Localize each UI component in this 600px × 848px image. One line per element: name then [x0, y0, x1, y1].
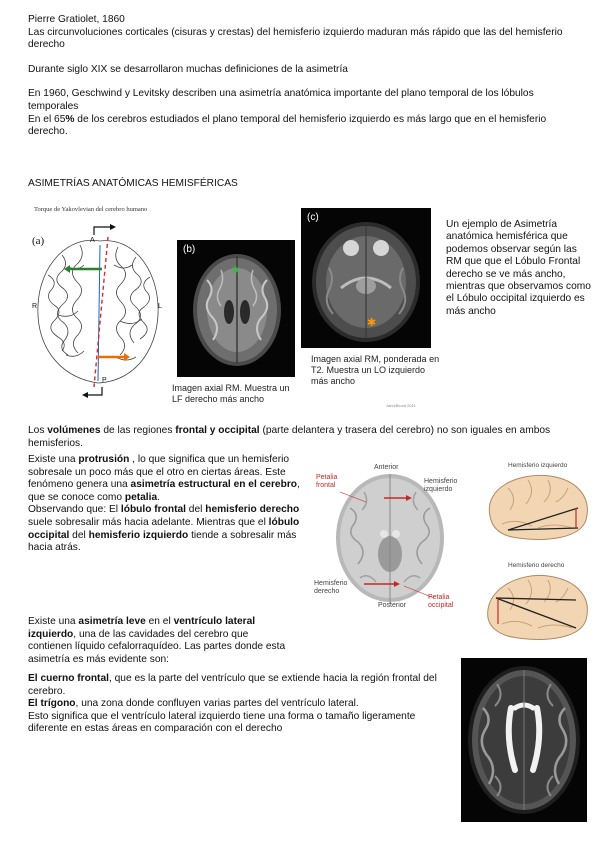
- side-brain-bottom-drawing: [478, 558, 596, 648]
- label-anterior: Anterior: [374, 464, 399, 471]
- figure-a-title: Torque de Yakovlevian del cerebro humano: [34, 206, 148, 213]
- label-hemisferio-derecho: Hemisferio derecho: [314, 580, 348, 595]
- figure-a-bottom-bracket: [86, 387, 102, 395]
- intro-text-2: Durante siglo XIX se desarrollaron muchas definiciones de la asimetría: [28, 63, 348, 75]
- section-title: ASIMETRÍAS ANATÓMICAS HEMISFÉRICAS: [28, 178, 238, 189]
- figure-a-top-bracket: [94, 227, 112, 235]
- figure-a-blue-axis: [98, 245, 100, 381]
- figure-c-footnote: Jann/Blood 2011: [386, 403, 416, 408]
- figure-a-red-axis: [94, 237, 108, 387]
- author-line: Pierre Gratiolet, 1860: [28, 14, 125, 25]
- side-brain-top-drawing: [478, 458, 596, 548]
- label-petalia-occipital: Petalia occipital: [428, 594, 454, 609]
- intro-text-3: En 1960, Geschwind y Levitsky describen una asimetría anatómica importante del plano temporal de los lóbulos temporales: [28, 88, 534, 112]
- side-brain-bottom: [478, 558, 596, 648]
- figure-c-mri: [301, 208, 431, 348]
- intro-text-4: En el 65% de los cerebros estudiados el plano temporal del hemisferio izquierdo es más largo que en el hemisferio derecho.: [28, 113, 547, 138]
- figure-c-caption: Imagen axial RM, ponderada en T2. Muestra un LO izquierdo más ancho: [311, 354, 440, 386]
- figure-b-mri: [177, 240, 295, 377]
- ventricle-mri-image: [461, 658, 587, 822]
- ventricle-mri: [461, 658, 587, 822]
- side-brain-top-label: Hemisferio izquierdo: [508, 462, 568, 469]
- figure-a-bottom-arrowhead: [82, 392, 88, 398]
- ventricle-paragraph: Existe una asimetría leve en el ventrículo lateral izquierdo, una de las cavidades del cerebro que contienen líquido cefalorraquídeo. Las partes donde esta asimetría es más evidente son:: [28, 616, 286, 665]
- figure-a-label-r: R: [32, 303, 38, 310]
- intro-block: [28, 14, 576, 139]
- ventricle-conclusion: Esto significa que el ventrículo lateral izquierdo tiene una forma o tamaño ligeramente diferente en estas áreas en comparación con el derecho: [28, 710, 416, 735]
- side-brain-bottom-label: Hemisferio derecho: [508, 562, 565, 569]
- figure-a-label-a: A: [90, 237, 95, 244]
- side-note: Un ejemplo de Asimetría anatómica hemisférica que podemos observar según las RM que que el Lóbulo Frontal derecho se ve más ancho, mientras que observamos como el Lóbulo occipital izquierdo es más ancho: [446, 219, 591, 317]
- figure-a-top-arrowhead: [110, 224, 116, 230]
- ventricle-details: [28, 673, 456, 736]
- label-hemisferio-izquierdo: Hemisferio izquierdo: [424, 478, 458, 493]
- figure-b-green-star: ✱: [231, 265, 241, 277]
- figure-a-label-p: P: [102, 377, 107, 384]
- figure-c-orange-star: ✱: [367, 317, 377, 329]
- observation-paragraph: Observando que: El lóbulo frontal del hemisferio derecho suele sobresalir más hacia adelante. Mientras que el lóbulo occipital del hemisferio izquierdo tiende a sobresalir más hacia atrás.: [28, 504, 300, 554]
- label-petalia-frontal: Petalia frontal: [316, 474, 338, 489]
- figure-b-image: [177, 240, 295, 377]
- volumes-paragraph: Los volúmenes de las regiones frontal y occipital (parte delantera y trasera del cerebro) no son iguales en ambos hemisferios.: [28, 425, 551, 449]
- figure-a-panel-label: (a): [32, 235, 45, 247]
- figure-b-caption: Imagen axial RM. Muestra un LF derecho más ancho: [172, 383, 290, 404]
- figure-c-panel-label: (c): [307, 212, 319, 223]
- figure-a-torque: [28, 205, 170, 405]
- label-posterior: Posterior: [378, 602, 407, 609]
- figure-c-image: [301, 208, 431, 348]
- figure-a-drawing: [28, 205, 170, 405]
- intro-text-1: Las circunvoluciones corticales (cisuras y crestas) del hemisferio izquierdo maduran más rápido que las del hemisferio derecho: [28, 26, 563, 51]
- figure-a-label-l: L: [158, 303, 162, 310]
- side-brain-top: [478, 458, 596, 548]
- figure-b-panel-label: (b): [183, 244, 196, 255]
- cuerno-frontal-item: El cuerno frontal, que es la parte del ventrículo que se extiende hacia la región frontal del cerebro.: [28, 673, 437, 697]
- protrusion-paragraph: Existe una protrusión , lo que significa que un hemisferio sobresale un poco más que el otro en ciertas áreas. Este fenómeno genera una asimetría estructural en el cerebro, que se conoce como petalia.: [28, 454, 300, 503]
- petalia-brain-figure: [314, 458, 464, 610]
- trigono-item: El trígono, una zona donde confluyen varias partes del ventrículo lateral.: [28, 698, 359, 710]
- protrusion-block: [28, 454, 306, 555]
